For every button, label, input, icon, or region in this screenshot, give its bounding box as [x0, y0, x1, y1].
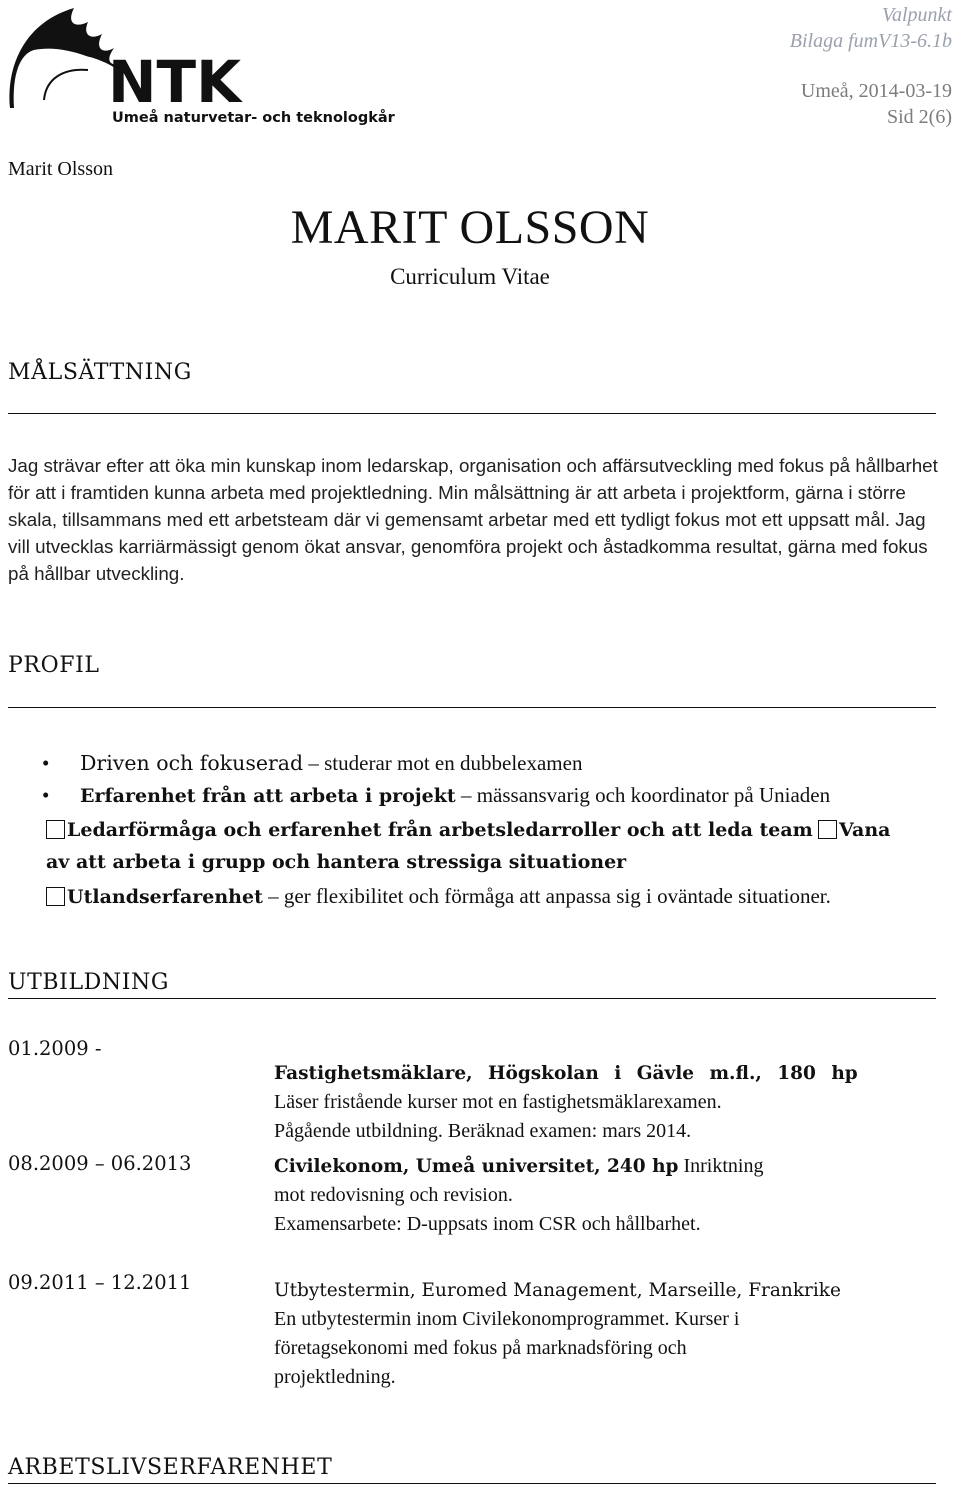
education-detail: Pågående utbildning. Beräknad examen: mars 2014. [274, 1120, 692, 1142]
education-detail: projektledning. [274, 1366, 396, 1388]
section-title-objective: MÅLSÄTTNING [8, 360, 192, 385]
cv-name: MARIT OLSSON [290, 201, 650, 254]
checkbox-icon [46, 887, 65, 906]
ntk-logo [4, 4, 395, 130]
education-detail: mot redovisning och revision. [274, 1184, 513, 1206]
education-detail: Inriktning [683, 1155, 764, 1177]
profile-item: • Erfarenhet från att arbeta i projekt – mässansvarig och koordinator på Uniaden [42, 783, 831, 807]
education-detail: En utbytestermin inom Civilekonomprogrammet. Kurser i [274, 1308, 740, 1330]
profile-item-title: av att arbeta i grupp och hantera stressiga situationer [46, 851, 627, 873]
education-title: Utbytestermin, Euromed Management, Marseille, Frankrike [274, 1280, 841, 1301]
education-title: Fastighetsmäklare, Högskolan i Gävle m.fl., 180 hp [274, 1063, 858, 1084]
checkbox-icon [818, 820, 837, 839]
profile-item: Utlandserfarenhet – ger flexibilitet och förmåga att anpassa sig i oväntade situationer. [46, 884, 831, 909]
profile-item-continued [46, 849, 626, 874]
section-divider [8, 707, 936, 708]
profile-item-text: ger flexibilitet och förmåga att anpassa sig i oväntade situationer. [283, 884, 831, 908]
section-title-work: ARBETSLIVSERFARENHET [8, 1455, 333, 1480]
profile-item-title: Driven och fokuserad [80, 751, 304, 775]
education-detail: företagsekonomi med fokus på marknadsföring och [274, 1337, 687, 1359]
profile-item [46, 817, 890, 842]
bullet-icon: • [42, 751, 50, 775]
meta-valpunkt: Valpunkt [882, 4, 952, 26]
section-divider [8, 998, 936, 999]
profile-item-title: Utlandserfarenhet [67, 886, 263, 908]
logo-text: NTK [108, 48, 242, 116]
profile-item-text: studerar mot en dubbelexamen [324, 751, 583, 775]
education-detail: Examensarbete: D-uppsats inom CSR och hållbarhet. [274, 1213, 701, 1235]
section-divider [8, 413, 936, 414]
section-title-profile: PROFIL [8, 653, 100, 678]
education-entry [274, 1059, 858, 1146]
meta-page: Sid 2(6) [887, 106, 952, 128]
logo-subtitle: Umeå naturvetar- och teknologkår [112, 110, 395, 126]
meta-attachment: Bilaga fumV13-6.1b [789, 30, 952, 52]
education-date: 09.2011 – 12.2011 [8, 1271, 192, 1294]
meta-date: Umeå, 2014-03-19 [800, 80, 952, 102]
education-detail: Läser fristående kurser mot en fastighetsmäklarexamen. [274, 1091, 722, 1113]
leaf-emblem-icon [10, 8, 120, 108]
education-date: 08.2009 – 06.2013 [8, 1152, 192, 1175]
cv-subtitle: Curriculum Vitae [390, 264, 550, 289]
profile-item-title: Erfarenhet från att arbeta i projekt [80, 785, 456, 807]
education-title: Civilekonom, Umeå universitet, 240 hp [274, 1156, 679, 1177]
education-date: 01.2009 - [8, 1037, 102, 1060]
profile-item-title: Ledarförmåga och erfarenhet från arbetsledarroller och att leda team [67, 819, 813, 841]
author-name: Marit Olsson [8, 158, 113, 180]
education-entry [274, 1152, 763, 1239]
bullet-icon: • [42, 783, 50, 807]
section-title-education: UTBILDNING [8, 970, 170, 995]
checkbox-icon [46, 820, 65, 839]
objective-text: Jag strävar efter att öka min kunskap inom ledarskap, organisation och affärsutveckling med fokus på hållbarhet för att i framtiden kunna arbeta med projektledning. Min målsättning är att arbeta i projektform, gärna i större skala, tillsammans med ett arbetsteam där vi gemensamt arbetar med ett tydligt fokus mot ett uppsatt mål. Jag vill utvecklas karriärmässigt genom ökat ansvar, genomföra projekt och åstadkomma resultat, gärna med fokus på hållbar utveckling. [8, 455, 938, 584]
profile-item-title: Vana [839, 819, 891, 841]
section-divider [8, 1483, 936, 1484]
profile-item-text: mässansvarig och koordinator på Uniaden [476, 783, 831, 807]
profile-item: • Driven och fokuserad – studerar mot en dubbelexamen [42, 751, 583, 775]
education-entry [274, 1276, 841, 1392]
